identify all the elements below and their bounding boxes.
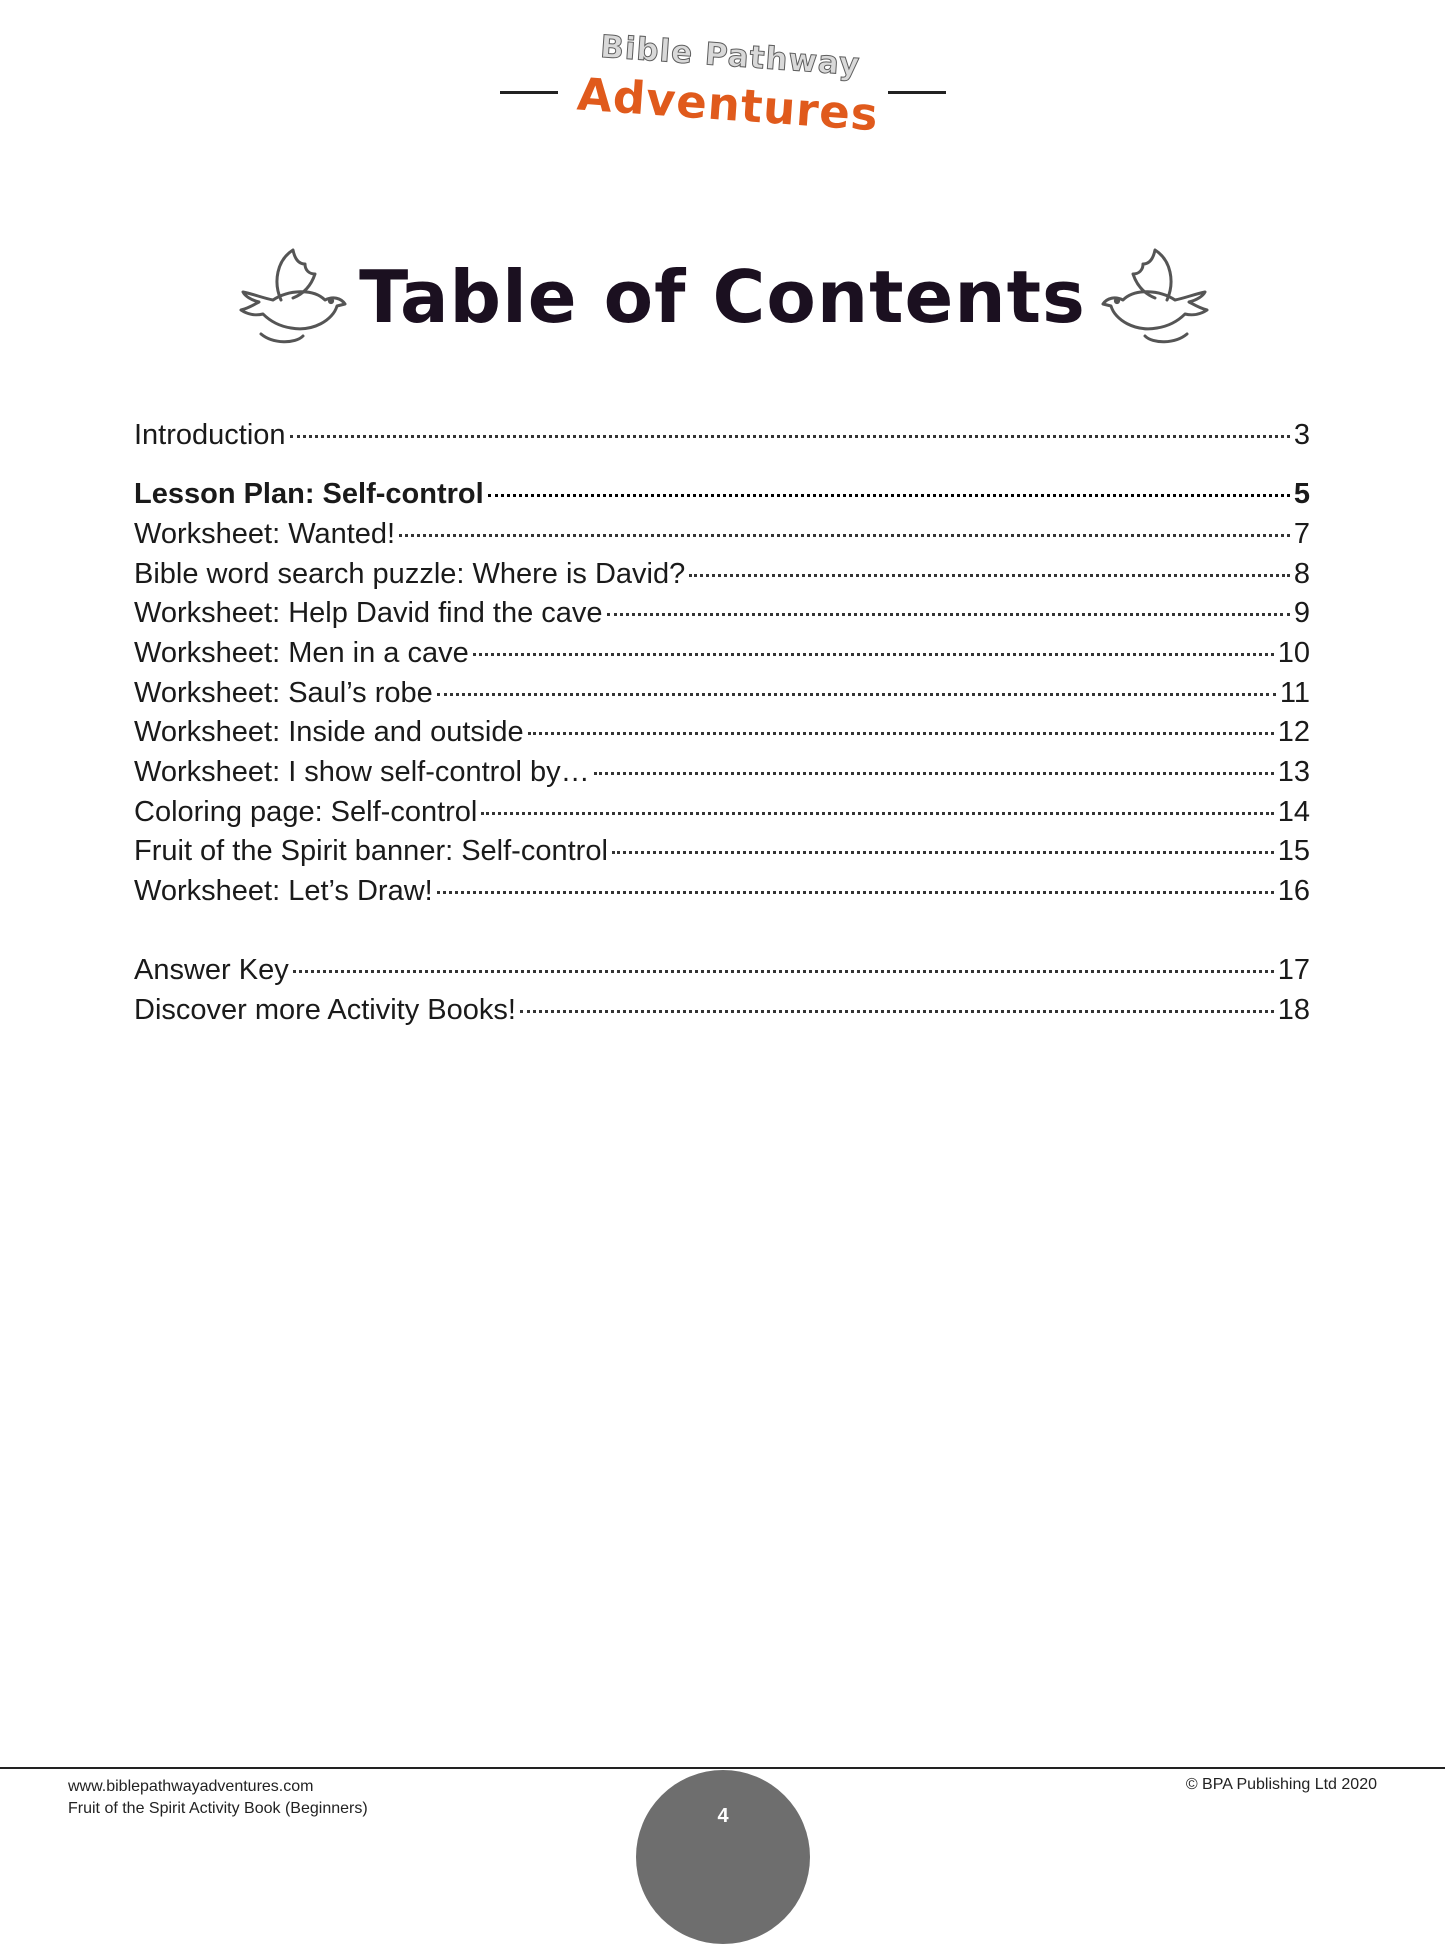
- toc-leader: [612, 851, 1274, 854]
- toc-page-number: 18: [1277, 994, 1310, 1026]
- toc-entry[interactable]: [134, 474, 1310, 514]
- logo-rule-left: [500, 91, 558, 94]
- toc-leader: [437, 693, 1276, 696]
- toc-page-number: 8: [1293, 558, 1310, 590]
- toc-leader: [473, 653, 1274, 656]
- footer-book-title: Fruit of the Spirit Activity Book (Beginners): [68, 1800, 368, 1817]
- toc-label: Worksheet: I show self-control by…: [134, 756, 590, 788]
- toc-label: Worksheet: Let’s Draw!: [134, 875, 433, 907]
- toc-leader: [437, 891, 1274, 894]
- toc-leader: [528, 732, 1274, 735]
- toc-leader: [399, 534, 1290, 537]
- toc-page-number: 12: [1277, 716, 1310, 748]
- toc-leader: [293, 970, 1274, 973]
- toc-entry[interactable]: [134, 712, 1310, 752]
- toc-page-number: 16: [1277, 875, 1310, 907]
- toc-entry[interactable]: [134, 990, 1310, 1030]
- toc-label: Worksheet: Wanted!: [134, 518, 396, 550]
- toc-page-number: 17: [1277, 954, 1310, 986]
- toc-label: Worksheet: Saul’s robe: [134, 677, 433, 709]
- toc-entry[interactable]: [134, 554, 1310, 594]
- toc-label: Bible word search puzzle: Where is David?: [134, 558, 686, 590]
- toc-entry[interactable]: [134, 871, 1310, 911]
- toc-page-number: 5: [1293, 478, 1310, 510]
- toc-entry[interactable]: [134, 415, 1310, 455]
- toc-label: Worksheet: Help David find the cave: [134, 597, 603, 629]
- toc-page-number: 14: [1277, 796, 1310, 828]
- toc-label: Answer Key: [134, 954, 289, 986]
- toc-page-number: 15: [1277, 835, 1310, 867]
- toc-leader: [481, 812, 1273, 815]
- page-number-badge: [636, 1770, 810, 1944]
- toc-entry[interactable]: [134, 514, 1310, 554]
- toc-label: Coloring page: Self-control: [134, 796, 478, 828]
- toc-entry[interactable]: [134, 831, 1310, 871]
- toc-leader: [689, 574, 1290, 577]
- page-title: Table of Contents: [359, 255, 1086, 339]
- footer-copyright: © BPA Publishing Ltd 2020: [1185, 1776, 1377, 1793]
- toc-page-number: 9: [1293, 597, 1310, 629]
- toc-leader: [594, 772, 1274, 775]
- toc-label: Discover more Activity Books!: [134, 994, 516, 1026]
- toc-label: Fruit of the Spirit banner: Self-control: [134, 835, 608, 867]
- logo-rule-right: [888, 91, 946, 94]
- page-number: 4: [717, 1805, 729, 1827]
- toc-label: Introduction: [134, 419, 286, 451]
- toc-leader: [520, 1010, 1274, 1013]
- toc-entry[interactable]: [134, 950, 1310, 990]
- toc-entry[interactable]: [134, 593, 1310, 633]
- dove-icon: [1090, 240, 1215, 350]
- toc-entry[interactable]: [134, 633, 1310, 673]
- toc-page-number: 3: [1293, 419, 1310, 451]
- toc-page-number: 13: [1277, 756, 1310, 788]
- toc-page-number: 7: [1293, 518, 1310, 550]
- toc-entry[interactable]: [134, 673, 1310, 713]
- toc-leader: [488, 494, 1290, 497]
- logo-line2: Adventures: [575, 67, 881, 142]
- toc-leader: [290, 435, 1290, 438]
- toc-leader: [607, 613, 1290, 616]
- toc-label: Lesson Plan: Self-control: [134, 478, 484, 510]
- footer-left: [68, 1776, 368, 1820]
- toc-entry[interactable]: [134, 792, 1310, 832]
- toc-entry[interactable]: [134, 752, 1310, 792]
- logo-line1: Bible Pathway: [599, 28, 862, 84]
- footer-rule: [0, 1767, 1445, 1769]
- toc-page-number: 11: [1279, 677, 1310, 709]
- footer-website[interactable]: www.biblepathwayadventures.com: [68, 1778, 314, 1795]
- toc-label: Worksheet: Men in a cave: [134, 637, 469, 669]
- toc-page-number: 10: [1277, 637, 1310, 669]
- toc-label: Worksheet: Inside and outside: [134, 716, 524, 748]
